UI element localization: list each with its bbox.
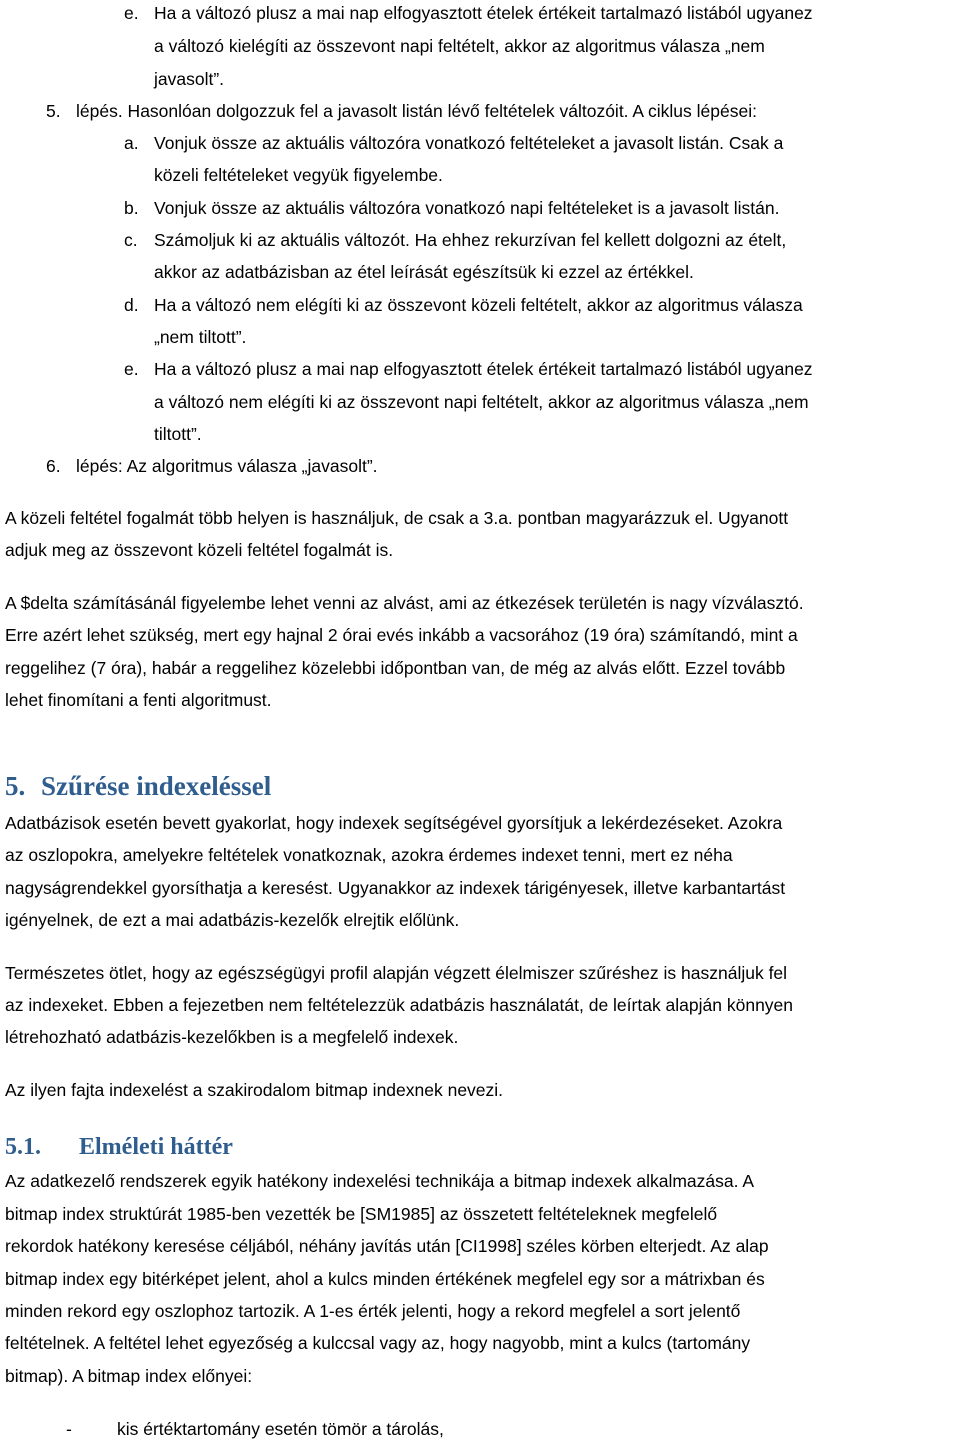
- section-5-p2-line-2: az indexeket. Ebben a fejezetben nem feltételezzük adatbázis használatát, de leírtak alapján könnyen: [5, 995, 794, 1015]
- paragraph-2-line-1: A $delta számításánál figyelembe lehet venni az alvást, ami az étkezések területén is nagy vízválasztó.: [5, 593, 804, 613]
- section-5-1-p1-line-4: bitmap index egy bitérképet jelent, ahol a kulcs minden értékének megfelel egy sor a mátrixban és: [5, 1269, 765, 1289]
- sublist-label-d: d.: [124, 295, 139, 315]
- list-item-e-line-3: javasolt”.: [154, 69, 225, 89]
- section-5-1-title: Elméleti háttér: [79, 1134, 233, 1160]
- paragraph-2-line-3: reggelihez (7 óra), habár a reggelihez közelebbi időpontban van, de még az alvás előtt. Ezzel tovább: [5, 658, 786, 678]
- sublist-label-a: a.: [124, 133, 139, 153]
- step-6-text: lépés: Az algoritmus válasza „javasolt”.: [76, 456, 378, 476]
- step-number-6: 6.: [46, 456, 61, 476]
- bullet-marker: -: [66, 1419, 72, 1439]
- section-5-p1-line-1: Adatbázisok esetén bevett gyakorlat, hogy indexek segítségével gyorsítjuk a lekérdezéseket. Azokra: [5, 813, 783, 833]
- paragraph-2-line-2: Erre azért lehet szükség, mert egy hajnal 2 órai evés inkább a vacsorához (19 óra) számítandó, mint a: [5, 625, 798, 645]
- sublist-a-line-2: közeli feltételeket vegyük figyelembe.: [154, 165, 443, 185]
- section-5-1-heading: [5, 1132, 233, 1162]
- section-5-p1-line-2: az oszlopokra, amelyekre feltételek vonatkoznak, azokra érdemes indexet tenni, mert ez néha: [5, 845, 733, 865]
- sublist-d-line-1: Ha a változó nem elégíti ki az összevont közeli feltételt, akkor az algoritmus válasza: [154, 295, 803, 315]
- sublist-d-line-2: „nem tiltott”.: [154, 327, 247, 347]
- sublist-c-line-1: Számoljuk ki az aktuális változót. Ha ehhez rekurzívan fel kellett dolgozni az ételt,: [154, 230, 787, 250]
- section-5-title: Szűrése indexeléssel: [41, 771, 272, 801]
- list-label-e: e.: [124, 3, 139, 23]
- bullet-item-1: kis értéktartomány esetén tömör a tárolás,: [117, 1419, 444, 1439]
- paragraph-2-line-4: lehet finomítani a fenti algoritmust.: [5, 690, 272, 710]
- sublist-c-line-2: akkor az adatbázisban az étel leírását egészítsük ki ezzel az értékkel.: [154, 262, 694, 282]
- section-5-1-p1-line-3: rekordok hatékony keresése céljából, néhány javítás után [CI1998] széles körben elterjedt. Az alap: [5, 1236, 769, 1256]
- section-5-1-p1-line-7: bitmap). A bitmap index előnyei:: [5, 1366, 253, 1386]
- sublist-label-e: e.: [124, 359, 139, 379]
- sublist-e-line-1: Ha a változó plusz a mai nap elfogyasztott ételek értékeit tartalmazó listából ugyanez: [154, 359, 813, 379]
- paragraph-1-line-1: A közeli feltétel fogalmát több helyen is használjuk, de csak a 3.a. pontban magyarázzuk el. Ugyanott: [5, 508, 789, 528]
- step-number-5: 5.: [46, 101, 61, 121]
- sublist-label-b: b.: [124, 198, 139, 218]
- section-5-1-p1-line-6: feltételnek. A feltétel lehet egyezőség a kulccsal vagy az, hogy nagyobb, mint a kulcs (tartomány: [5, 1333, 751, 1353]
- section-5-number: 5.: [5, 771, 26, 801]
- paragraph-1-line-2: adjuk meg az összevont közeli feltétel fogalmát is.: [5, 540, 394, 560]
- sublist-e-line-2: a változó nem elégíti ki az összevont napi feltételt, akkor az algoritmus válasza „nem: [154, 392, 809, 412]
- section-5-1-p1-line-2: bitmap index struktúrát 1985-ben vezették be [SM1985] az összetett feltételeknek megfelelő: [5, 1204, 718, 1224]
- sublist-a-line-1: Vonjuk össze az aktuális változóra vonatkozó feltételeket a javasolt listán. Csak a: [154, 133, 784, 153]
- section-5-1-p1-line-1: Az adatkezelő rendszerek egyik hatékony indexelési technikája a bitmap indexek alkalmazása. A: [5, 1171, 755, 1191]
- sublist-e-line-3: tiltott”.: [154, 424, 202, 444]
- section-5-1-number: 5.1.: [5, 1134, 41, 1160]
- step-5-text: lépés. Hasonlóan dolgozzuk fel a javasolt listán lévő feltételek változóit. A ciklus lépései:: [76, 101, 757, 121]
- sublist-b-line-1: Vonjuk össze az aktuális változóra vonatkozó napi feltételeket is a javasolt listán.: [154, 198, 780, 218]
- sublist-label-c: c.: [124, 230, 138, 250]
- list-item-e-line-1: Ha a változó plusz a mai nap elfogyasztott ételek értékeit tartalmazó listából ugyanez: [154, 3, 813, 23]
- section-5-p2-line-3: létrehozható adatbázis-kezelőkben is a megfelelő indexek.: [5, 1027, 459, 1047]
- section-5-1-p1-line-5: minden rekord egy oszlophoz tartozik. A 1-es érték jelenti, hogy a rekord megfelel a sort jelentő: [5, 1301, 741, 1321]
- section-5-p2-line-1: Természetes ötlet, hogy az egészségügyi profil alapján végzett élelmiszer szűréshez is használjuk fel: [5, 963, 788, 983]
- section-5-p1-line-3: nagyságrendekkel gyorsíthatja a keresést. Ugyanakkor az indexek tárigényesek, illetve karbantartást: [5, 878, 786, 898]
- section-5-p1-line-4: igényelnek, de ezt a mai adatbázis-kezelők elrejtik előlünk.: [5, 910, 460, 930]
- list-item-e-line-2: a változó kielégíti az összevont napi feltételt, akkor az algoritmus válasza „nem: [154, 36, 765, 56]
- section-5-p3: Az ilyen fajta indexelést a szakirodalom bitmap indexnek nevezi.: [5, 1080, 504, 1100]
- section-5-heading: [5, 769, 271, 803]
